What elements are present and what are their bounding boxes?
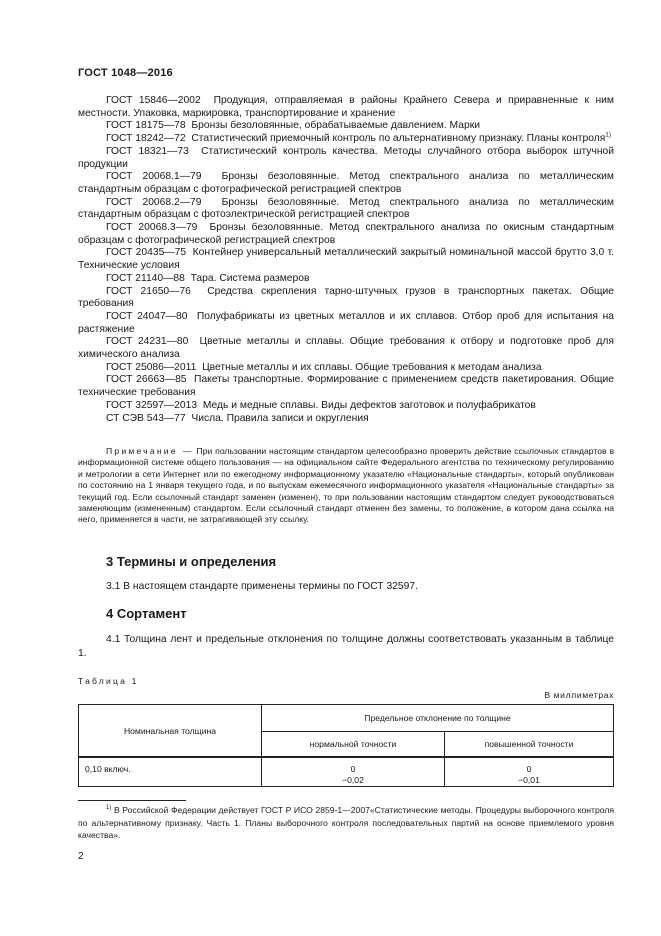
page-number: 2: [78, 851, 84, 862]
reference-code: СТ СЭВ 543—77: [106, 412, 186, 424]
cell-normal-accuracy: [262, 757, 445, 787]
reference-code: ГОСТ 20068.1—79: [106, 171, 202, 183]
table-units: В миллиметрах: [544, 690, 614, 700]
reference-code: ГОСТ 15846—2002: [106, 95, 201, 106]
reference-item: [78, 362, 614, 375]
reference-code: ГОСТ 32597—2013: [106, 399, 198, 411]
reference-title: Тара. Система размеров: [190, 272, 310, 284]
reference-code: ГОСТ 24047—80: [106, 310, 188, 322]
footnote-marker: 1): [106, 805, 112, 812]
section-3-heading: 3 Термины и определения: [106, 554, 277, 569]
paragraph-4-1: 4.1 Толщина лент и предельные отклонения по толщине должны соответствовать указанным в таблице 1.: [78, 634, 614, 659]
reference-title: Статистический приемочный контроль по альтернативному признаку. Планы контроля: [191, 133, 606, 145]
note-label: Примечание —: [106, 446, 194, 456]
reference-title: Бронзы безоловянные, обрабатываемые давлением. Марки: [191, 120, 480, 132]
reference-item: [78, 95, 614, 120]
reference-item: [78, 311, 614, 336]
reference-item: [78, 273, 614, 286]
reference-code: ГОСТ 20068.2—79: [106, 196, 202, 208]
reference-code: ГОСТ 21140—88: [106, 272, 185, 284]
tolerance-lower: −0,01: [518, 775, 540, 785]
reference-code: ГОСТ 26663—85: [106, 374, 187, 386]
reference-title: Продукция, отправляемая в районы Крайнего Севера и приравненные к ним местности. Упаковка, маркировка, транспортирование и хранение: [78, 95, 614, 119]
paragraph-3-1: 3.1 В настоящем стандарте применены термины по ГОСТ 32597.: [106, 581, 418, 592]
footnote-marker: 1): [605, 131, 612, 139]
reference-title: Контейнер универсальный металлический закрытый номинальной массой брутто 3,0 т. Технические условия: [78, 247, 614, 272]
reference-title: Бронзы безоловянные. Метод спектрального анализа по окисным стандартным образцам с фотографической регистрацией спектров: [78, 222, 614, 246]
reference-item: [78, 146, 614, 171]
reference-code: ГОСТ 20068.3—79: [106, 222, 198, 234]
reference-item: [78, 222, 614, 247]
reference-code: ГОСТ 18242—72: [106, 133, 186, 145]
reference-title: Бронзы безоловянные. Метод спектрального анализа по металлическим стандартным образцам с фотоэлектрической регистрацией спектров: [78, 196, 614, 221]
reference-code: ГОСТ 25086—2011: [106, 361, 197, 373]
reference-title: Статистический контроль качества. Методы случайного отбора выборок штучной продукции: [78, 145, 614, 170]
reference-item: [78, 400, 614, 413]
reference-item: [78, 286, 614, 311]
cell-nominal-thickness: 0,10 включ.: [79, 757, 262, 787]
reference-title: Бронзы безоловянные. Метод спектрального анализа по металлическим стандартным образцам с фотографической регистрацией спектров: [78, 171, 614, 195]
reference-code: ГОСТ 18321—73: [106, 145, 189, 157]
references-note: [78, 446, 614, 526]
section-4-heading: 4 Сортамент: [106, 606, 187, 621]
thickness-tolerance-table: [78, 704, 614, 787]
normative-references-list: [78, 95, 614, 425]
cell-high-accuracy: [445, 757, 614, 787]
reference-title: Средства скрепления тарно-штучных грузов в транспортных пакетах. Общие требования: [78, 285, 614, 310]
reference-item: [78, 374, 614, 399]
column-header-normal-accuracy: нормальной точности: [262, 732, 445, 758]
document-header: ГОСТ 1048—2016: [78, 67, 173, 79]
reference-code: ГОСТ 24231—80: [106, 336, 189, 348]
reference-item: [78, 413, 614, 426]
reference-code: ГОСТ 20435—75: [106, 247, 187, 259]
reference-code: ГОСТ 21650—76: [106, 285, 191, 297]
tolerance-upper: 0: [350, 764, 356, 774]
footnote-text: В Российской Федерации действует ГОСТ Р ИСО 2859-1—2007«Статистические методы. Процедуры выборочного контроля по альтернативному признаку. Часть 1. Планы выборочного контроля последовательных партий на основе приемлемого уровня качества».: [78, 805, 614, 841]
reference-title: Цветные металлы и сплавы. Общие требования к отбору и подготовке проб для химического анализа: [78, 336, 614, 361]
table-label: Таблица 1: [78, 676, 139, 686]
footnote-divider: [78, 800, 186, 801]
reference-title: Цветные металлы и их сплавы. Общие требования к методам анализа: [202, 361, 542, 373]
reference-item: [78, 197, 614, 222]
reference-item: [78, 133, 614, 146]
reference-item: [78, 171, 614, 196]
reference-title: Полуфабрикаты из цветных металлов и их сплавов. Отбор проб для испытания на растяжение: [78, 310, 615, 335]
reference-title: Числа. Правила записи и округления: [191, 412, 369, 424]
tolerance-upper: 0: [526, 764, 532, 774]
tolerance-lower: −0,02: [342, 775, 364, 785]
column-header-tolerance: Предельное отклонение по толщине: [262, 705, 614, 732]
table-row: [79, 757, 614, 787]
reference-title: Пакеты транспортные. Формирование с применением средств пакетирования. Общие технические требования: [78, 374, 614, 399]
reference-item: [78, 120, 614, 133]
column-header-nominal-thickness: Номинальная толщина: [79, 705, 262, 758]
note-text: При пользовании настоящим стандартом целесообразно проверить действие ссылочных стандартов в информационной системе общего пользования — на официальном сайте Федерального агентства по техническому регулированию и метрологии в сети Интернет или по ежегодному информационному указателю «Национальные стандарты», который опубликован по состоянию на 1 января текущего года, и по выпускам ежемесячного информационного указателя «Национальные стандарты» за текущий год. Если ссылочный стандарт заменен (изменен), то при пользовании настоящим стандартом следует руководствоваться заменяющим (измененным) стандартом. Если ссылочный стандарт отменен без замены, то положение, в котором дана ссылка на него, применяется в части, не затрагивающей эту ссылку.: [78, 446, 615, 525]
reference-item: [78, 336, 614, 361]
reference-item: [78, 247, 614, 272]
column-header-high-accuracy: повышенной точности: [445, 732, 614, 758]
footnote: [78, 804, 614, 842]
reference-title: Медь и медные сплавы. Виды дефектов заготовок и полуфабрикатов: [202, 399, 536, 411]
reference-code: ГОСТ 18175—78: [106, 120, 186, 132]
